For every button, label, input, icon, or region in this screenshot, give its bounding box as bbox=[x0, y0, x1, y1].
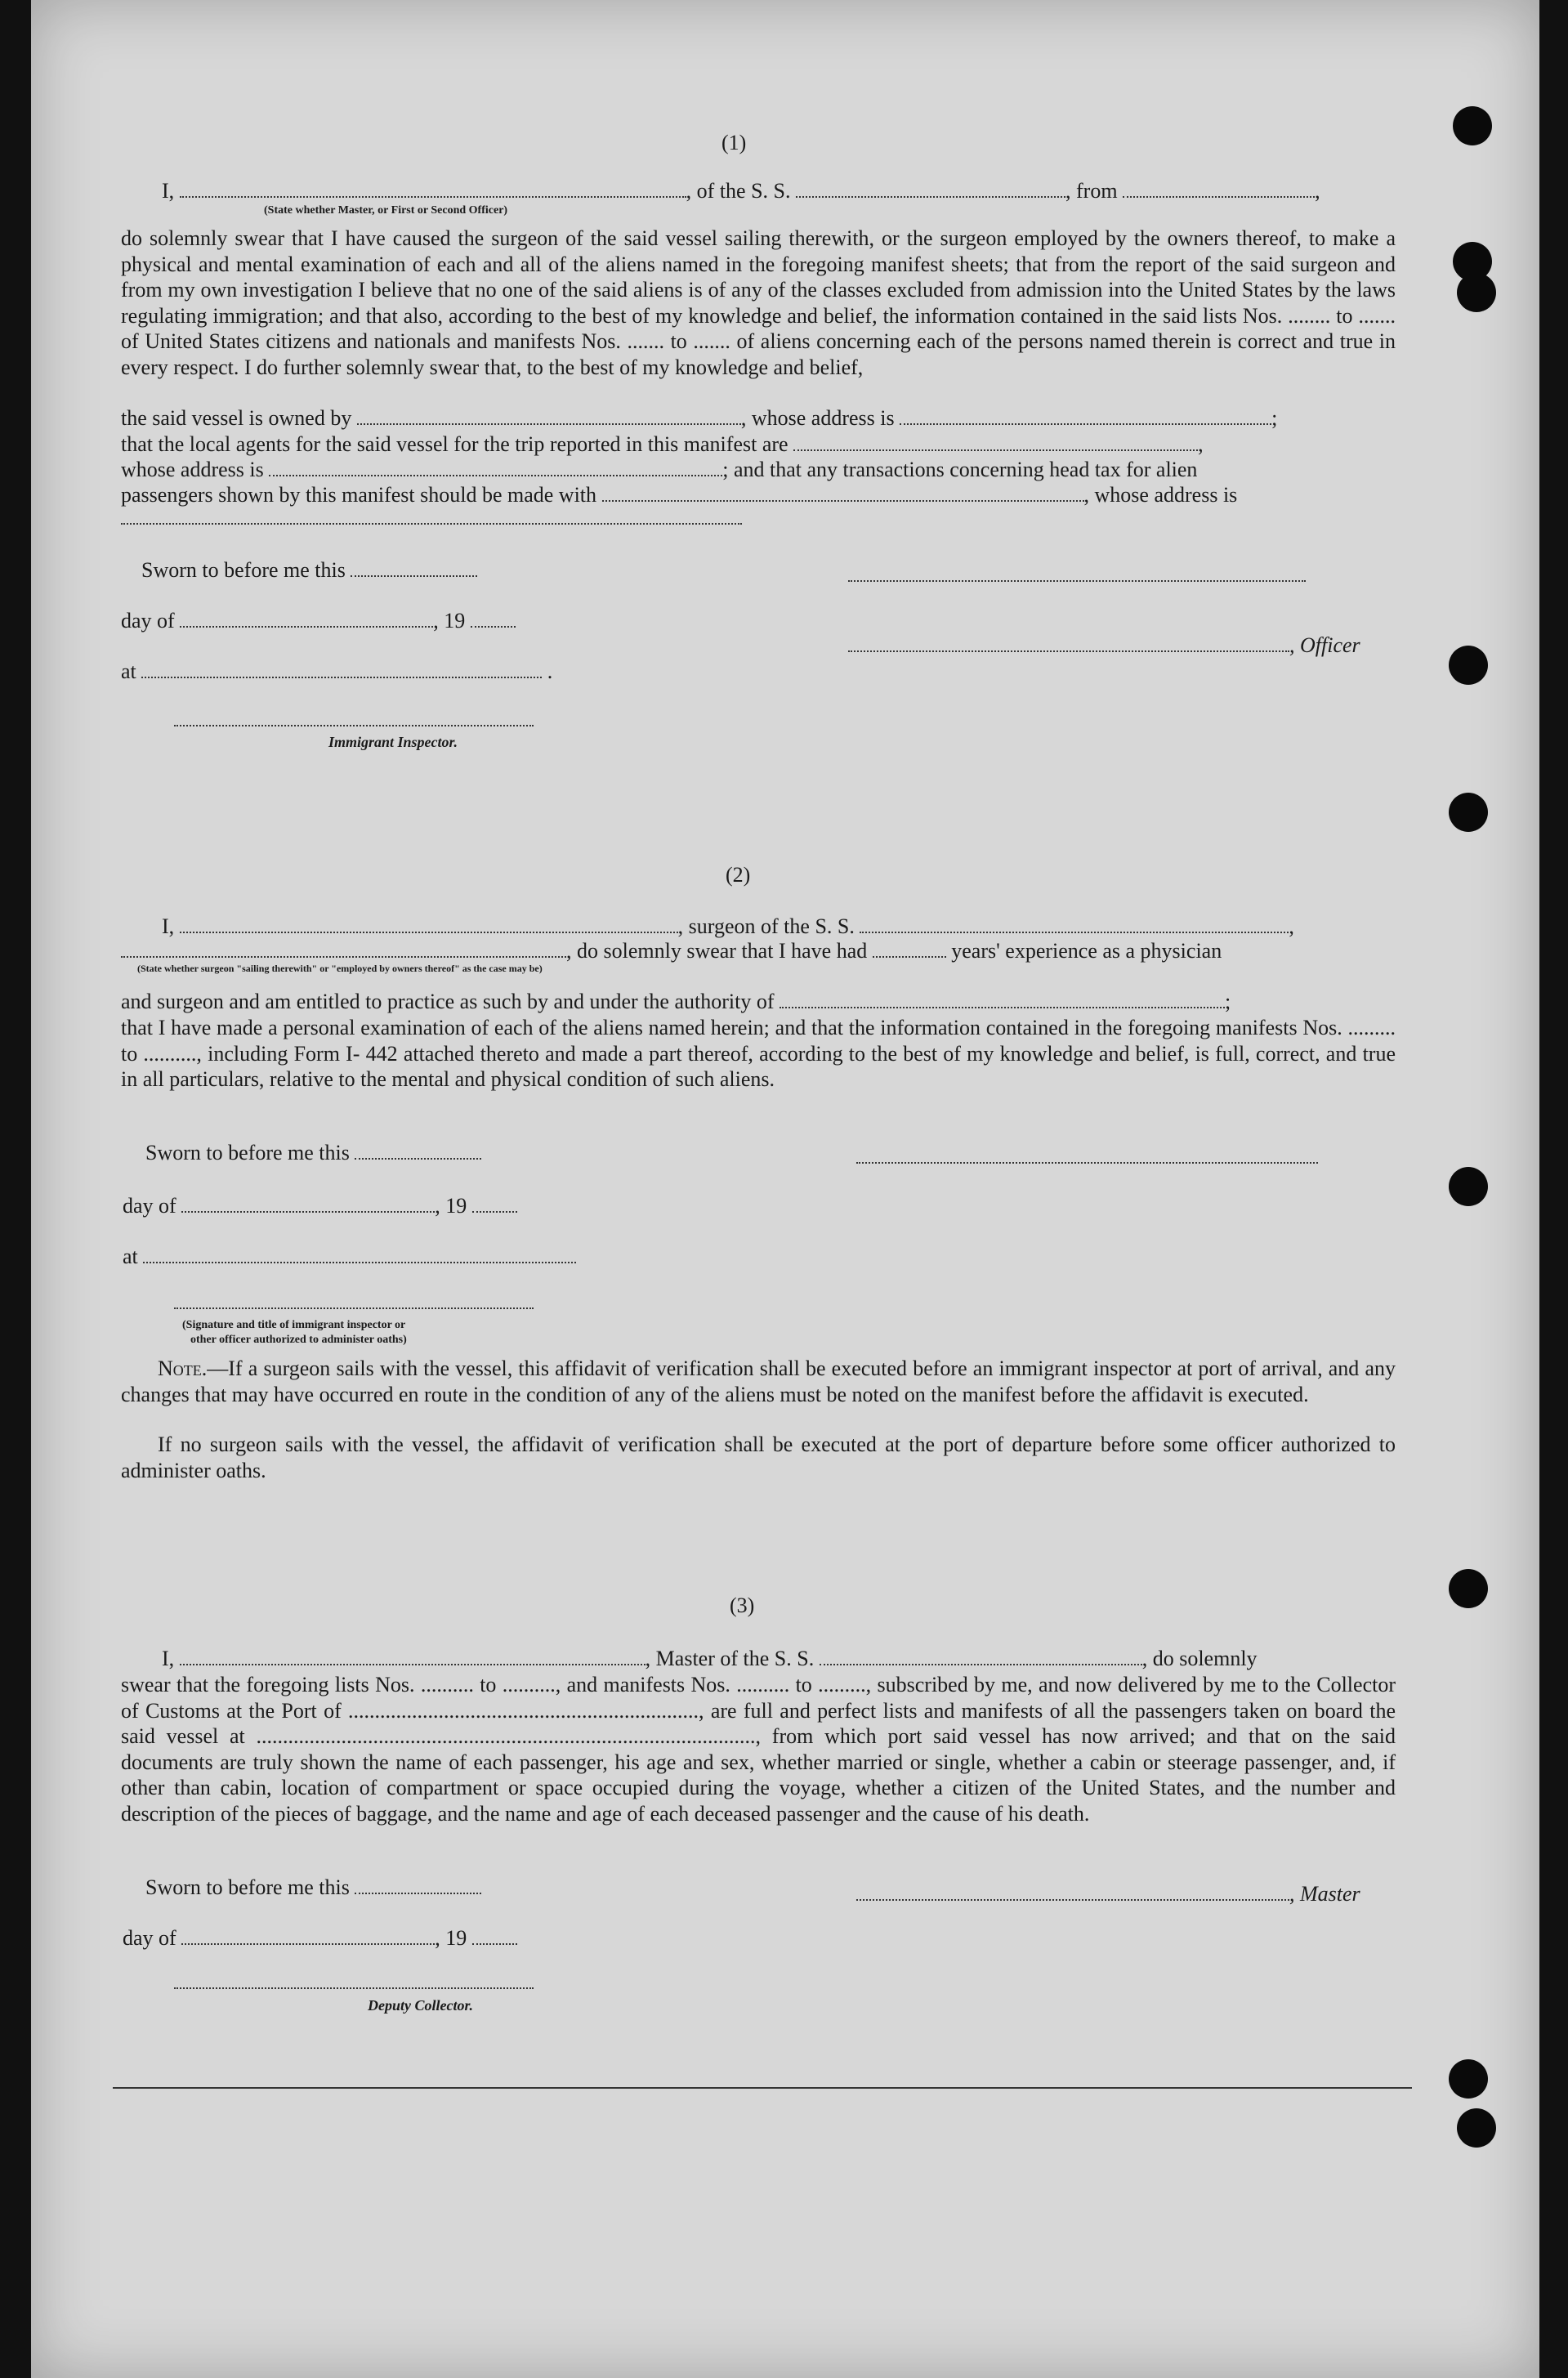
s1-sworn: Sworn to before me this bbox=[141, 557, 477, 583]
s2-authority-line: and surgeon and am entitled to practice as such by and under the authority of ; bbox=[121, 990, 1231, 1013]
s3-master-line: , Master bbox=[856, 1881, 1360, 1907]
s1-whose-line: whose address is ; and that any transactions concerning head tax for alien bbox=[121, 458, 1198, 481]
s3-sworn: Sworn to before me this bbox=[145, 1875, 481, 1901]
s2-sworn: Sworn to before me this bbox=[145, 1140, 481, 1166]
s1-officer-note: (State whether Master, or First or Second Officer) bbox=[264, 204, 508, 217]
punch-hole bbox=[1449, 1167, 1488, 1206]
s1-inspector-label: Immigrant Inspector. bbox=[328, 734, 458, 750]
s2-official-note-1: (Signature and title of immigrant inspector or bbox=[182, 1319, 406, 1331]
s2-at: at bbox=[123, 1244, 576, 1270]
punch-hole bbox=[1453, 106, 1492, 145]
section-3-number: (3) bbox=[730, 1594, 755, 1617]
s1-agents-line: that the local agents for the said vessel for the trip reported in this manifest are , bbox=[121, 432, 1204, 456]
s1-day: day of , 19 bbox=[121, 608, 516, 634]
s2-swear-line: , do solemnly swear that I have had years' experience as a physician bbox=[121, 938, 1222, 964]
s1-intro-line: I, , of the S. S. , from , bbox=[162, 179, 1320, 203]
s2-note-1: Note.—If a surgeon sails with the vessel, this affidavit of verification shall be executed before an immigrant inspector at port of arrival, and any changes that may have occurred en route in the condition of any of the aliens must be noted on the manifest before the affidavit is executed. bbox=[121, 1357, 1396, 1406]
section-1-number: (1) bbox=[721, 131, 747, 154]
s2-day: day of , 19 bbox=[123, 1193, 517, 1219]
s1-at: at . bbox=[121, 659, 553, 683]
s2-surgeon-sigline bbox=[856, 1162, 1318, 1164]
punch-hole bbox=[1449, 646, 1488, 685]
s2-official-note-2: other officer authorized to administer oaths) bbox=[190, 1334, 407, 1346]
punch-hole bbox=[1449, 1569, 1488, 1608]
punch-hole bbox=[1449, 2059, 1488, 2099]
punch-hole bbox=[1457, 273, 1496, 312]
bottom-rule bbox=[113, 2087, 1412, 2089]
punch-hole bbox=[1457, 2108, 1496, 2148]
section-2-number: (2) bbox=[726, 863, 751, 887]
s2-intro-line: I, , surgeon of the S. S. , bbox=[162, 914, 1294, 938]
s1-owned-line: the said vessel is owned by , whose address is ; bbox=[121, 406, 1278, 430]
s3-collector-label: Deputy Collector. bbox=[368, 1997, 473, 2014]
s3-day: day of , 19 bbox=[123, 1925, 517, 1951]
s2-body: that I have made a personal examination of each of the aliens named herein; and that the information contained in the foregoing manifests Nos. ......... to .........., including Form I- 442 attached thereto and made a part thereof, according to the best of my knowledge and belief, is full, correct, and true in all particulars, relative to the mental and physical condition of such aliens. bbox=[121, 1016, 1396, 1091]
s1-officer-sigline bbox=[848, 580, 1306, 582]
s1-body: do solemnly swear that I have caused the surgeon of the said vessel sailing therewith, or the surgeon employed by the owners thereof, to make a physical and mental examination of each and all of the aliens named in the foregoing manifest sheets; that from the report of the said surgeon and from my own investigation I believe that no one of the said aliens is of any of the classes excluded from admission into the United States by the laws regulating immigration; and that also, according to the best of my knowledge and belief, the information contained in the said lists Nos. ........ to ....... of United States citizens and nationals and manifests Nos. ....... to ....... of aliens concerning each of the persons named therein is correct and true in every respect. I do further solemnly swear that, to the best of my knowledge and belief, bbox=[121, 226, 1396, 379]
punch-hole bbox=[1449, 793, 1488, 832]
s2-official-sigline bbox=[174, 1307, 534, 1309]
s3-collector-sigline bbox=[174, 1987, 534, 1989]
s1-address-line bbox=[121, 523, 742, 525]
manifest-back-page bbox=[31, 0, 1539, 2378]
s3-intro-line: I, , Master of the S. S. , do solemnly bbox=[162, 1647, 1258, 1670]
s2-note-2: If no surgeon sails with the vessel, the affidavit of verification shall be executed at the port of departure before some officer authorized to administer oaths. bbox=[121, 1433, 1396, 1482]
s1-officer-line: , Officer bbox=[848, 632, 1360, 659]
s1-inspector-sigline bbox=[174, 725, 534, 726]
s3-body: swear that the foregoing lists Nos. .......... to .........., and manifests Nos. .......... to ........., subscribed by me, and now delivered by me to the Collector of Customs at the Port of .................................................................., are full and perfect lists and manifests of all the passengers taken on board the said vessel at .............................................................................................., from which port said vessel has now arrived; and that on the said documents are truly shown the name of each passenger, his age and sex, whether married or single, whether a cabin or steerage passenger, and, if other than cabin, location of compartment or space occupied during the voyage, whether a citizen of the United States, and the number and description of the pieces of baggage, and the name and age of each deceased passenger and the cause of his death. bbox=[121, 1673, 1396, 1826]
s2-surgeon-note: (State whether surgeon "sailing therewith" or "employed by owners thereof" as the case may be) bbox=[137, 963, 543, 974]
s1-passengers-line: passengers shown by this manifest should be made with , whose address is bbox=[121, 483, 1238, 507]
